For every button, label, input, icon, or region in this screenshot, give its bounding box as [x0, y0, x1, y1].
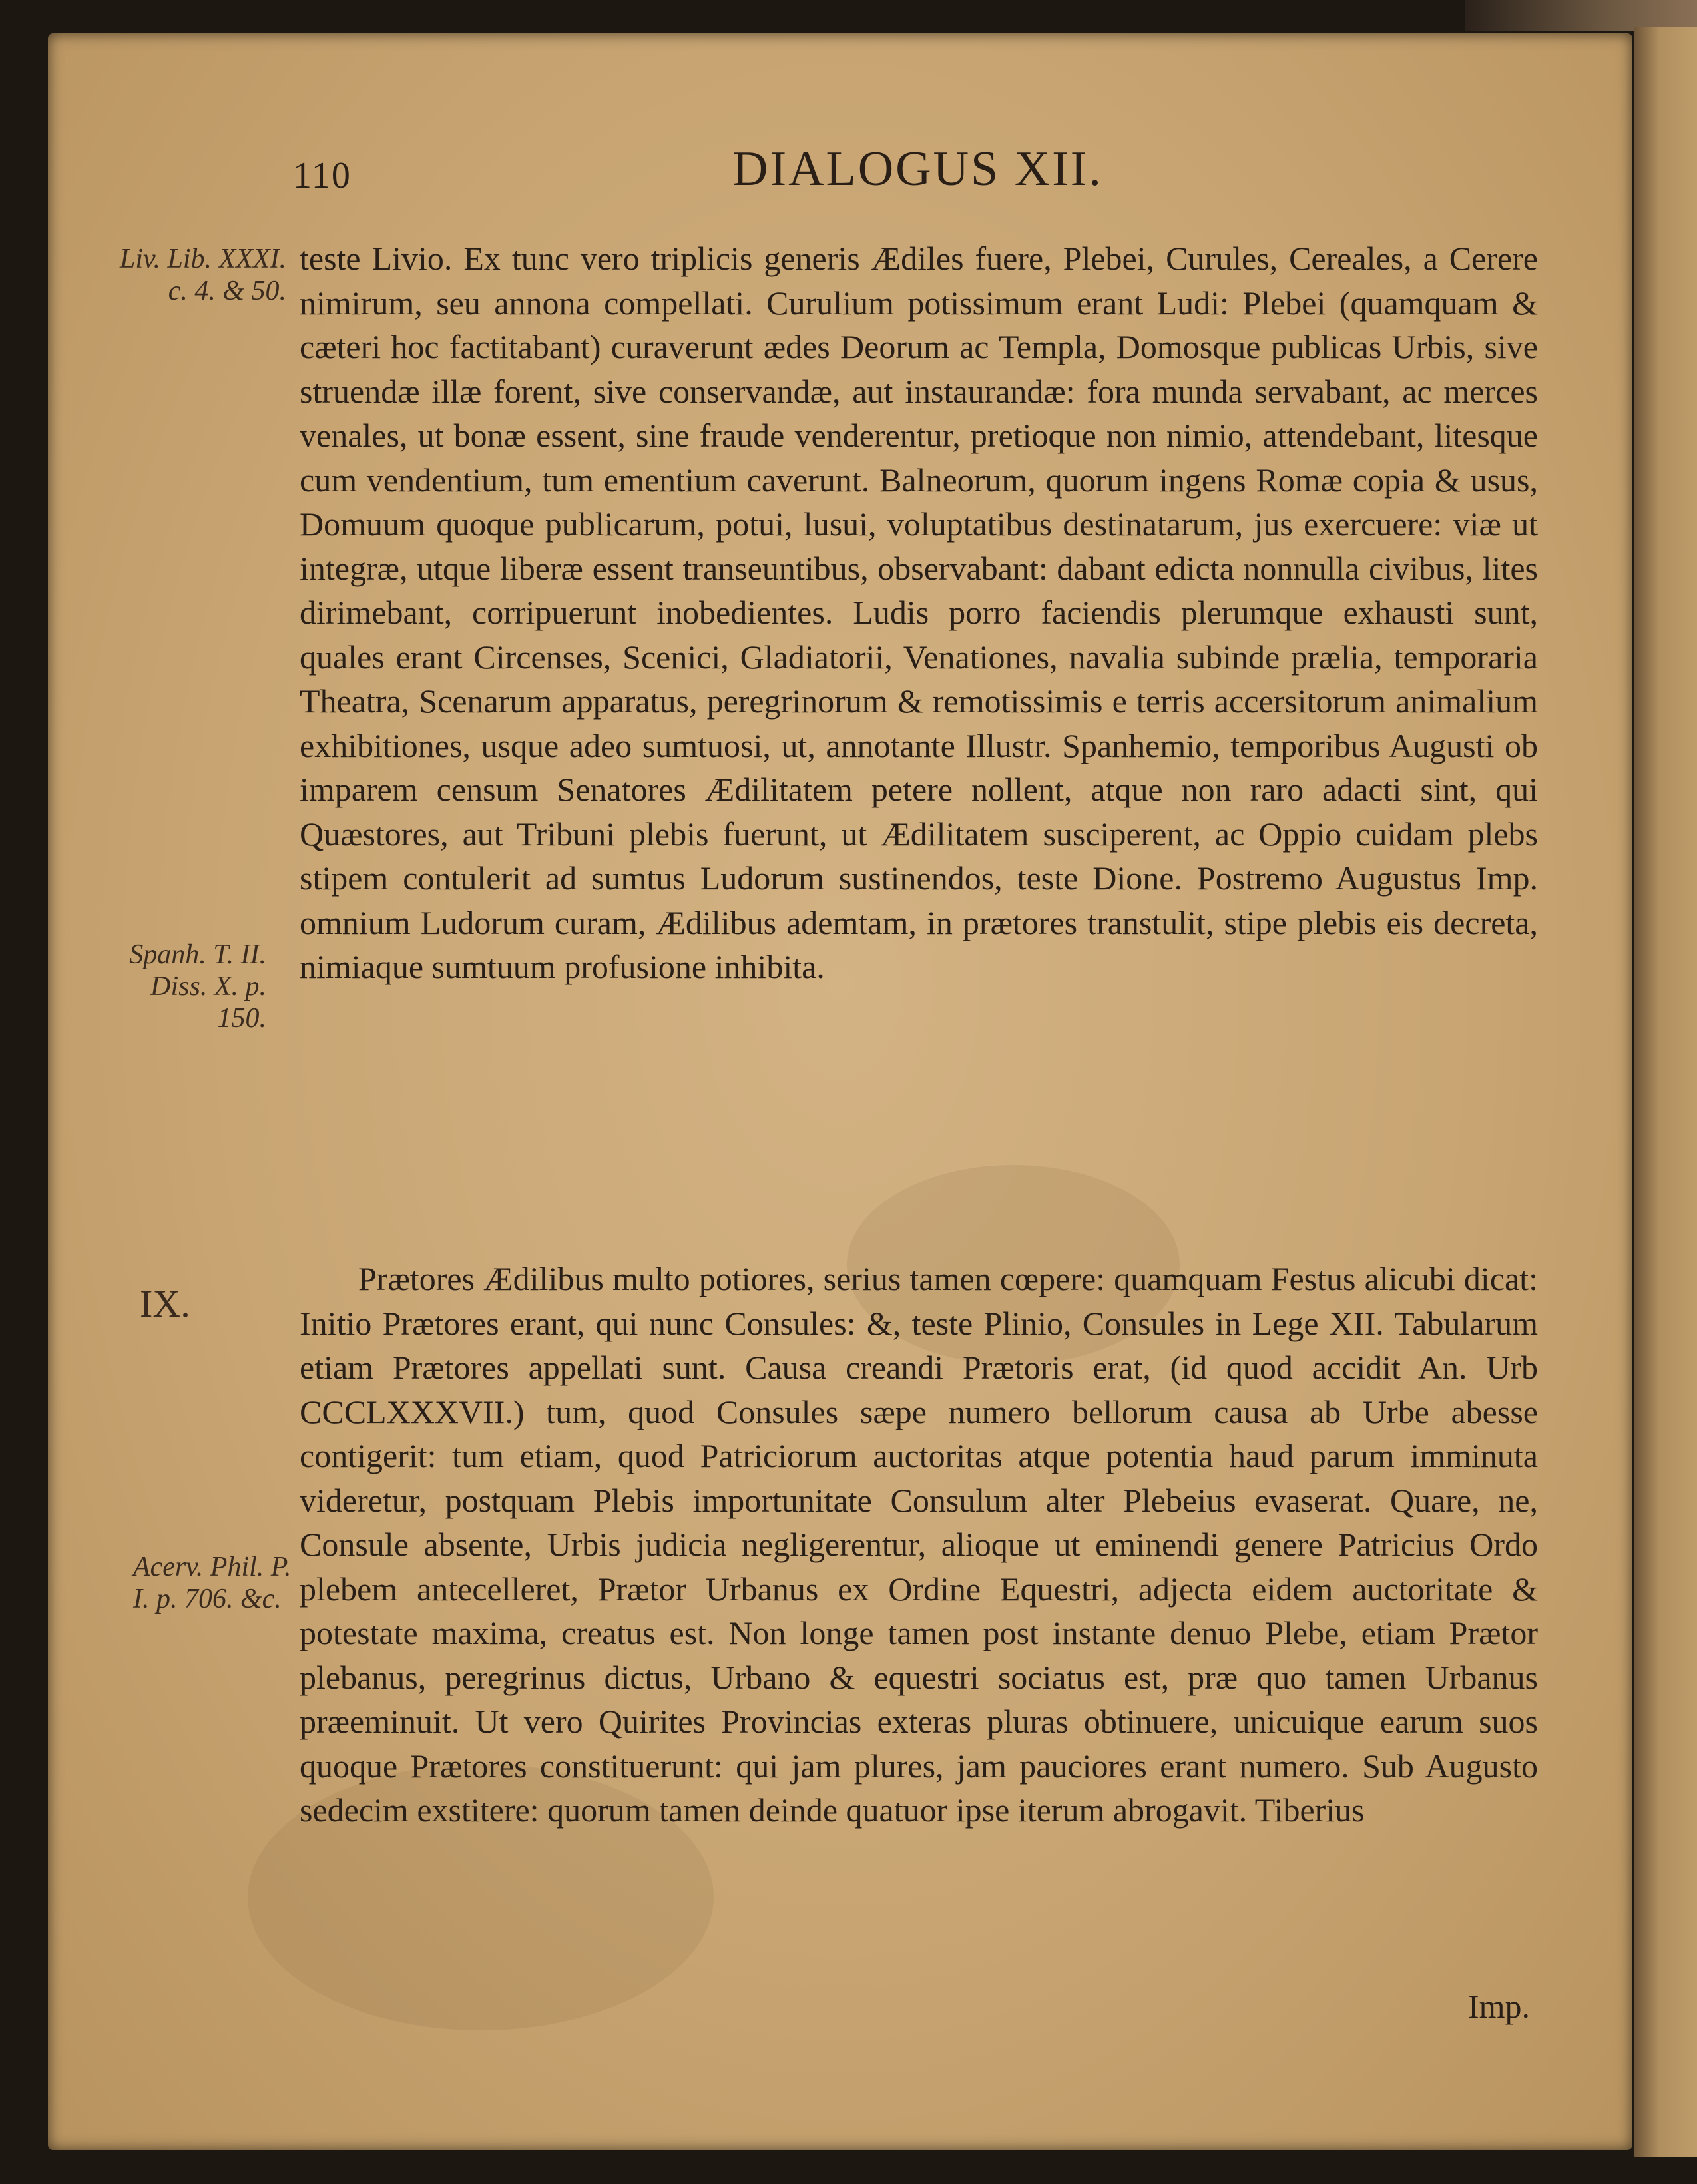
body-paragraph-2 — [300, 1257, 1538, 1833]
paragraph-text: teste Livio. Ex tunc vero triplicis generis Ædiles fuere, Plebei, Curules, Cereales, a Cerere nimirum, seu annona compellati. Curulium potissimum erant Ludi: Plebei (quamquam & cæteri hoc factitabant) curaverunt ædes Deorum ac Templa, Domosque publicas Urbis, sive struendæ illæ forent, sive conservandæ, aut instaurandæ: fora munda servabant, ac merces venales, ut bonæ essent, sine fraude venderentur, pretioque non nimio, attendebant, litesque cum vendentium, tum ementium caverunt. Balneorum, quorum ingens Romæ copia & usus, Domuum quoque publicarum, potui, lusui, voluptatibus destinatarum, jus exercuere: viæ ut integræ, utque liberæ essent transeuntibus, observabant: dabant edicta nonnulla civibus, lites dirimebant, corripuerunt inobedientes. Ludis porro faciendis plerumque exhausti sunt, quales erant Circenses, Scenici, Gladiatorii, Venationes, navalia subinde prælia, temporaria Theatra, Scenarum apparatus, peregrinorum & remotissimis e terris accersitorum animalium exhibitiones, usque adeo sumtuosi, ut, annotante Illustr. Spanhemio, temporibus Augusti ob imparem censum Senatores Ædilitatem petere nollent, atque non raro adacti sint, qui Quæstores, aut Tribuni plebis fuerunt, ut Ædilitatem susciperent, ac Oppio cuidam plebs stipem contulerit ad sumtus Ludorum sustinendos, teste Dione. Postremo Augustus Imp. omnium Ludorum curam, Ædilibus ademtam, in prætores transtulit, stipe plebis eis decreta, nimiaque sumtuum profusione inhibita. — [300, 240, 1538, 985]
margin-note-livy: Liv. Lib. XXXI. c. 4. & 50. — [119, 244, 286, 306]
running-title: DIALOGUS XII. — [732, 142, 1103, 196]
paragraph-text: Prætores Ædilibus multo potiores, serius tamen cœpere: quamquam Festus alicubi dicat: Initio Prætores erant, qui nunc Consules: &, teste Plinio, Consules in Lege XII. Tabularum etiam Prætores appellati sunt. Causa creandi Prætoris erat, (id quod accidit An. Urb CCCLXXXVII.) tum, quod Consules sæpe numero bellorum causa ab Urbe abesse contigerit: tum etiam, quod Patriciorum auctoritas atque potentia haud parum imminuta videretur, postquam Plebis importunitate Consulum alter Plebeius evaserat. Quare, ne, Consule absente, Urbis judicia negligerentur, alioque ut eminendi genere Patricius Ordo plebem antecelleret, Prætor Urbanus ex Ordine Equestri, adjecta eidem auctoritate & potestate maxima, creatus est. Non longe tamen post instante denuo Plebe, etiam Prætor plebanus, peregrinus dictus, Urbano & equestri sociatus est, præ quo tamen Urbanus præeminuit. Ut vero Quirites Provincias exteras pluras obtinuere, unicuique earum suos quoque Prætores constituerunt: qui jam plures, jam pauciores erant numero. Sub Augusto sedecim exstitere: quorum tamen deinde quatuor ipse iterum abrogavit. Tiberius — [300, 1260, 1538, 1829]
body-paragraph-1 — [300, 236, 1538, 989]
margin-note-acerv: Acerv. Phil. P. I. p. 706. &c. — [133, 1552, 292, 1614]
page-header — [293, 133, 1558, 200]
section-number: IX. — [140, 1282, 190, 1325]
margin-note-spanheim: Spanh. T. II. Diss. X. p. 150. — [129, 939, 266, 1034]
adjacent-page-edge — [1634, 27, 1697, 2157]
page-number: 110 — [293, 155, 352, 196]
catchword: Imp. — [1468, 1988, 1531, 2025]
